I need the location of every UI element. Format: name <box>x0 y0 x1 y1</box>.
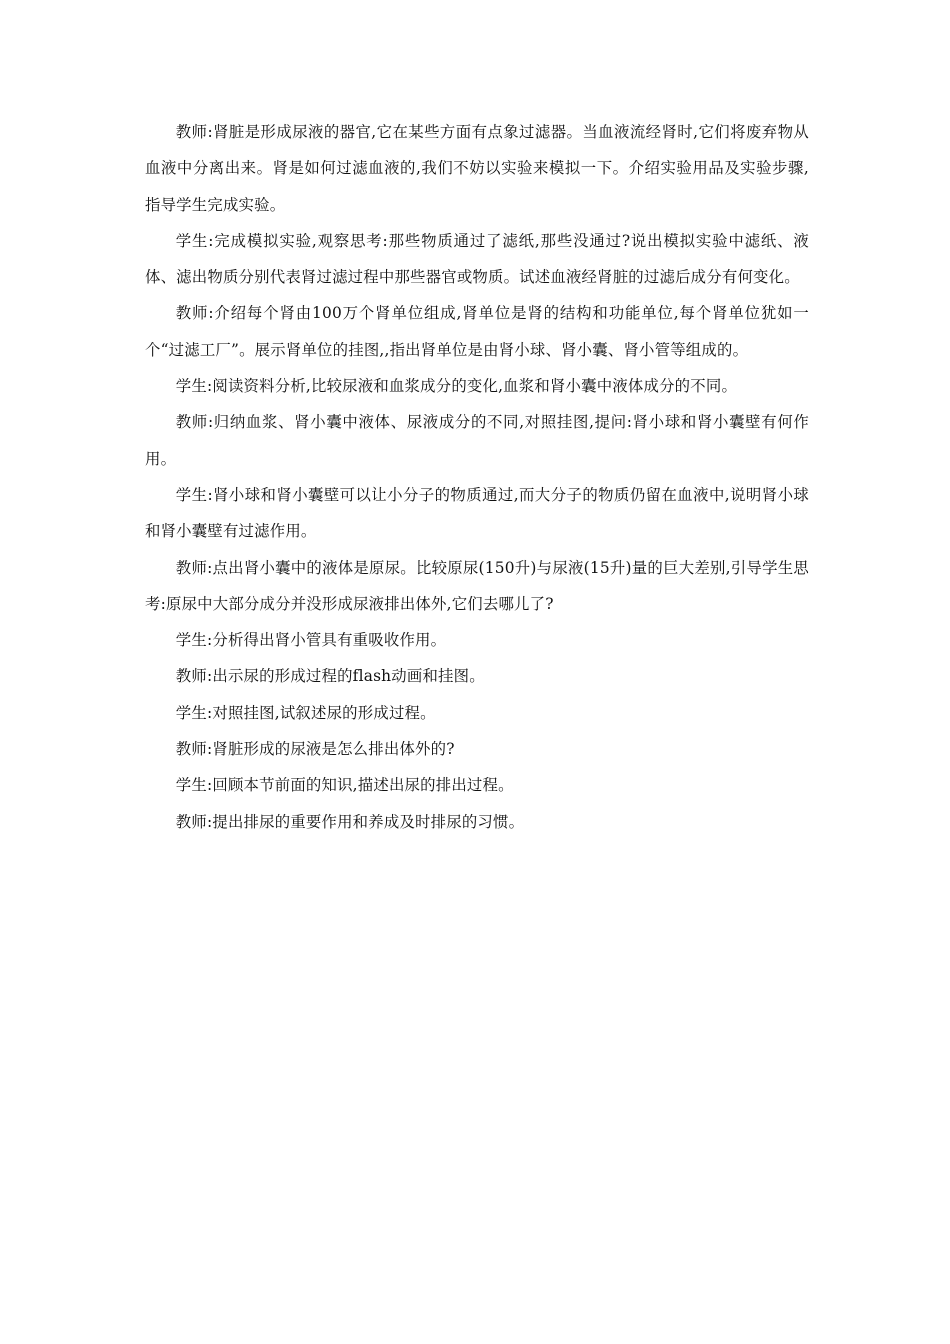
paragraph <box>145 622 809 658</box>
paragraph-text: 教师:归纳血浆、肾小囊中液体、尿液成分的不同,对照挂图,提问:肾小球和肾小囊壁有何作用。 <box>145 413 809 468</box>
paragraph-text: 学生:肾小球和肾小囊壁可以让小分子的物质通过,而大分子的物质仍留在血液中,说明肾小球和肾小囊壁有过滤作用。 <box>145 485 809 541</box>
paragraph <box>145 477 809 550</box>
paragraph-text: 教师:点出肾小囊中的液体是原尿。比较原尿(150升)与尿液(15升)量的巨大差别,引导学生思考:原尿中大部分成分并没形成尿液排出体外,它们去哪儿了? <box>145 558 809 613</box>
paragraph <box>145 767 809 803</box>
paragraph-text: 学生:分析得出肾小管具有重吸收作用。 <box>175 631 447 650</box>
document-page <box>145 114 809 840</box>
paragraph <box>145 658 809 694</box>
paragraph <box>145 295 809 368</box>
paragraph <box>145 695 809 731</box>
paragraph <box>145 368 809 404</box>
paragraph <box>145 114 809 223</box>
paragraph-text: 教师:介绍每个肾由100万个肾单位组成,肾单位是肾的结构和功能单位,每个肾单位犹如一个“过滤工厂”。展示肾单位的挂图,,指出肾单位是由肾小球、肾小囊、肾小管等组成的。 <box>145 304 809 359</box>
paragraph-text: 学生:阅读资料分析,比较尿液和血浆成分的变化,血浆和肾小囊中液体成分的不同。 <box>175 377 738 396</box>
paragraph-text: 教师:提出排尿的重要作用和养成及时排尿的习惯。 <box>175 812 525 831</box>
paragraph <box>145 550 809 623</box>
paragraph-text: 学生:完成模拟实验,观察思考:那些物质通过了滤纸,那些没通过?说出模拟实验中滤纸、液体、滤出物质分别代表肾过滤过程中那些器官或物质。试述血液经肾脏的过滤后成分有何变化。 <box>145 231 809 287</box>
paragraph <box>145 804 809 840</box>
paragraph-text: 教师:肾脏形成的尿液是怎么排出体外的? <box>175 740 455 759</box>
paragraph-text: 教师:肾脏是形成尿液的器官,它在某些方面有点象过滤器。当血液流经肾时,它们将废弃物从血液中分离出来。肾是如何过滤血液的,我们不妨以实验来模拟一下。介绍实验用品及实验步骤,指导学生完成实验。 <box>145 123 809 214</box>
paragraph <box>145 404 809 477</box>
paragraph-text: 教师:出示尿的形成过程的flash动画和挂图。 <box>175 667 485 686</box>
paragraph <box>145 223 809 296</box>
paragraph-text: 学生:对照挂图,试叙述尿的形成过程。 <box>175 703 436 722</box>
paragraph <box>145 731 809 767</box>
paragraph-text: 学生:回顾本节前面的知识,描述出尿的排出过程。 <box>175 776 514 795</box>
